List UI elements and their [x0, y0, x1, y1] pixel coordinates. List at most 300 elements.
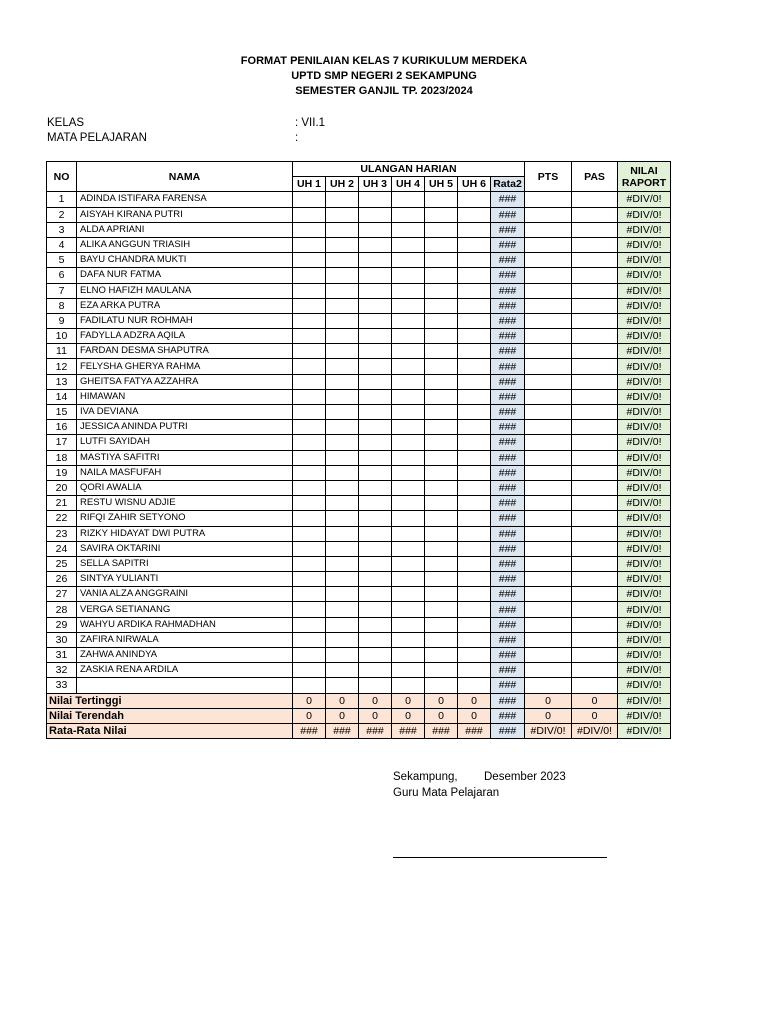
table-row: [47, 572, 671, 587]
uh-score-cell: [425, 480, 458, 495]
uh-score-cell: [458, 465, 491, 480]
nilai-raport-cell: #DIV/0!: [618, 465, 671, 480]
uh-score-cell: [293, 222, 326, 237]
uh-score-cell: [359, 435, 392, 450]
rata2-cell: ###: [491, 253, 525, 268]
rata2-cell: ###: [491, 313, 525, 328]
table-row: [47, 329, 671, 344]
uh-score-cell: [359, 541, 392, 556]
summary-value: ###: [491, 723, 525, 738]
summary-value: ###: [491, 693, 525, 708]
uh-score-cell: [293, 359, 326, 374]
student-no: 20: [47, 480, 77, 495]
uh-score-cell: [392, 283, 425, 298]
pts-cell: [525, 465, 572, 480]
uh-score-cell: [392, 496, 425, 511]
pas-cell: [572, 435, 618, 450]
pas-cell: [572, 359, 618, 374]
uh-score-cell: [425, 572, 458, 587]
summary-value: ###: [326, 723, 359, 738]
pts-cell: [525, 648, 572, 663]
uh-score-cell: [359, 632, 392, 647]
student-no: 2: [47, 207, 77, 222]
rata2-cell: ###: [491, 222, 525, 237]
student-no: 18: [47, 450, 77, 465]
uh-score-cell: [392, 511, 425, 526]
rata2-cell: ###: [491, 663, 525, 678]
uh-score-cell: [359, 313, 392, 328]
nilai-raport-cell: #DIV/0!: [618, 632, 671, 647]
nilai-raport-cell: #DIV/0!: [618, 222, 671, 237]
summary-value: 0: [359, 708, 392, 723]
uh-score-cell: [458, 420, 491, 435]
rata2-cell: ###: [491, 207, 525, 222]
pas-cell: [572, 556, 618, 571]
student-name: ALDA APRIANI: [77, 222, 293, 237]
uh-score-cell: [326, 450, 359, 465]
uh-score-cell: [359, 359, 392, 374]
summary-value: 0: [359, 693, 392, 708]
uh-score-cell: [392, 313, 425, 328]
pts-cell: [525, 587, 572, 602]
uh-score-cell: [326, 648, 359, 663]
uh-score-cell: [326, 253, 359, 268]
pas-cell: [572, 663, 618, 678]
summary-value: #DIV/0!: [618, 708, 671, 723]
student-name: RIFQI ZAHIR SETYONO: [77, 511, 293, 526]
pas-cell: [572, 192, 618, 207]
student-no: 13: [47, 374, 77, 389]
table-row: [47, 678, 671, 693]
uh-score-cell: [293, 663, 326, 678]
uh-score-cell: [425, 435, 458, 450]
signature-role: Guru Mata Pelajaran: [393, 787, 500, 799]
uh-score-cell: [293, 253, 326, 268]
uh-score-cell: [293, 632, 326, 647]
uh-score-cell: [425, 678, 458, 693]
nilai-raport-cell: #DIV/0!: [618, 329, 671, 344]
pas-cell: [572, 511, 618, 526]
rata2-cell: ###: [491, 359, 525, 374]
uh-score-cell: [392, 465, 425, 480]
summary-value: ###: [293, 723, 326, 738]
header-nama: NAMA: [77, 162, 293, 192]
nilai-raport-cell: #DIV/0!: [618, 283, 671, 298]
uh-score-cell: [392, 602, 425, 617]
pts-cell: [525, 541, 572, 556]
uh-score-cell: [458, 648, 491, 663]
uh-score-cell: [293, 207, 326, 222]
pts-cell: [525, 207, 572, 222]
pas-cell: [572, 450, 618, 465]
student-no: 27: [47, 587, 77, 602]
uh-score-cell: [425, 268, 458, 283]
header-uh-6: UH 6: [458, 177, 491, 192]
rata2-cell: ###: [491, 298, 525, 313]
student-name: GHEITSA FATYA AZZAHRA: [77, 374, 293, 389]
pts-cell: [525, 663, 572, 678]
pts-cell: [525, 283, 572, 298]
uh-score-cell: [326, 344, 359, 359]
uh-score-cell: [458, 572, 491, 587]
uh-score-cell: [359, 283, 392, 298]
uh-score-cell: [326, 435, 359, 450]
nilai-raport-cell: #DIV/0!: [618, 617, 671, 632]
rata2-cell: ###: [491, 192, 525, 207]
header-pts: PTS: [525, 162, 572, 192]
rata2-cell: ###: [491, 329, 525, 344]
rata2-cell: ###: [491, 435, 525, 450]
uh-score-cell: [293, 389, 326, 404]
uh-score-cell: [359, 420, 392, 435]
uh-score-cell: [359, 237, 392, 252]
student-name: FELYSHA GHERYA RAHMA: [77, 359, 293, 374]
uh-score-cell: [293, 298, 326, 313]
summary-value: #DIV/0!: [525, 723, 572, 738]
nilai-raport-cell: #DIV/0!: [618, 587, 671, 602]
uh-score-cell: [326, 389, 359, 404]
uh-score-cell: [326, 632, 359, 647]
uh-score-cell: [458, 389, 491, 404]
pts-cell: [525, 253, 572, 268]
summary-value: #DIV/0!: [572, 723, 618, 738]
student-name: QORI AWALIA: [77, 480, 293, 495]
pts-cell: [525, 389, 572, 404]
student-no: 29: [47, 617, 77, 632]
table-row: [47, 602, 671, 617]
summary-value: ###: [392, 723, 425, 738]
student-no: 5: [47, 253, 77, 268]
rata2-cell: ###: [491, 556, 525, 571]
uh-score-cell: [458, 496, 491, 511]
uh-score-cell: [392, 329, 425, 344]
uh-score-cell: [392, 192, 425, 207]
student-name: SAVIRA OKTARINI: [77, 541, 293, 556]
nilai-raport-cell: #DIV/0!: [618, 450, 671, 465]
uh-score-cell: [293, 237, 326, 252]
student-name: ZAHWA ANINDYA: [77, 648, 293, 663]
rata2-cell: ###: [491, 678, 525, 693]
uh-score-cell: [293, 648, 326, 663]
summary-row: [47, 708, 671, 723]
student-no: 28: [47, 602, 77, 617]
uh-score-cell: [458, 435, 491, 450]
uh-score-cell: [392, 648, 425, 663]
summary-value: 0: [392, 708, 425, 723]
student-name: MASTIYA SAFITRI: [77, 450, 293, 465]
uh-score-cell: [425, 283, 458, 298]
uh-score-cell: [458, 253, 491, 268]
student-name: FADYLLA ADZRA AQILA: [77, 329, 293, 344]
pts-cell: [525, 420, 572, 435]
uh-score-cell: [392, 541, 425, 556]
nilai-raport-cell: #DIV/0!: [618, 496, 671, 511]
summary-label: Rata-Rata Nilai: [47, 723, 293, 738]
uh-score-cell: [392, 572, 425, 587]
header-uh-2: UH 2: [326, 177, 359, 192]
header-no: NO: [47, 162, 77, 192]
nilai-raport-cell: #DIV/0!: [618, 253, 671, 268]
uh-score-cell: [359, 207, 392, 222]
table-row: [47, 632, 671, 647]
uh-score-cell: [293, 313, 326, 328]
header-pas: PAS: [572, 162, 618, 192]
nilai-raport-cell: #DIV/0!: [618, 237, 671, 252]
pas-cell: [572, 283, 618, 298]
uh-score-cell: [326, 207, 359, 222]
student-no: 4: [47, 237, 77, 252]
uh-score-cell: [326, 329, 359, 344]
uh-score-cell: [425, 511, 458, 526]
rata2-cell: ###: [491, 283, 525, 298]
uh-score-cell: [458, 344, 491, 359]
uh-score-cell: [425, 617, 458, 632]
signature-place: Sekampung,: [393, 771, 458, 783]
table-row: [47, 663, 671, 678]
pts-cell: [525, 450, 572, 465]
uh-score-cell: [293, 329, 326, 344]
summary-value: 0: [572, 693, 618, 708]
uh-score-cell: [425, 405, 458, 420]
mapel-value: :: [295, 132, 299, 144]
uh-score-cell: [293, 556, 326, 571]
student-no: 24: [47, 541, 77, 556]
table-row: [47, 617, 671, 632]
header-rata2: Rata2: [491, 177, 525, 192]
table-row: [47, 587, 671, 602]
pas-cell: [572, 344, 618, 359]
pts-cell: [525, 511, 572, 526]
uh-score-cell: [359, 389, 392, 404]
pts-cell: [525, 313, 572, 328]
rata2-cell: ###: [491, 237, 525, 252]
summary-value: 0: [458, 693, 491, 708]
pts-cell: [525, 374, 572, 389]
uh-score-cell: [392, 374, 425, 389]
rata2-cell: ###: [491, 617, 525, 632]
uh-score-cell: [425, 465, 458, 480]
uh-score-cell: [392, 359, 425, 374]
uh-score-cell: [293, 602, 326, 617]
uh-score-cell: [359, 253, 392, 268]
uh-score-cell: [293, 268, 326, 283]
table-row: [47, 298, 671, 313]
summary-value: 0: [293, 693, 326, 708]
uh-score-cell: [458, 329, 491, 344]
table-row: [47, 648, 671, 663]
pts-cell: [525, 359, 572, 374]
uh-score-cell: [425, 389, 458, 404]
header-nilai: NILAI: [630, 164, 658, 177]
signature-line: [393, 857, 607, 858]
uh-score-cell: [326, 556, 359, 571]
nilai-raport-cell: #DIV/0!: [618, 678, 671, 693]
uh-score-cell: [293, 496, 326, 511]
student-no: 25: [47, 556, 77, 571]
uh-score-cell: [359, 556, 392, 571]
rata2-cell: ###: [491, 511, 525, 526]
student-name: VERGA SETIANANG: [77, 602, 293, 617]
table-row: [47, 374, 671, 389]
student-no: 21: [47, 496, 77, 511]
pas-cell: [572, 541, 618, 556]
pts-cell: [525, 329, 572, 344]
uh-score-cell: [458, 313, 491, 328]
uh-score-cell: [293, 465, 326, 480]
uh-score-cell: [392, 420, 425, 435]
uh-score-cell: [392, 663, 425, 678]
pts-cell: [525, 344, 572, 359]
header-uh-4: UH 4: [392, 177, 425, 192]
doc-title-line2: UPTD SMP NEGERI 2 SEKAMPUNG: [291, 70, 477, 82]
student-name: ADINDA ISTIFARA FARENSA: [77, 192, 293, 207]
uh-score-cell: [359, 511, 392, 526]
student-name: ELNO HAFIZH MAULANA: [77, 283, 293, 298]
uh-score-cell: [293, 541, 326, 556]
rata2-cell: ###: [491, 632, 525, 647]
uh-score-cell: [458, 192, 491, 207]
nilai-raport-cell: #DIV/0!: [618, 344, 671, 359]
uh-score-cell: [359, 465, 392, 480]
summary-value: ###: [425, 723, 458, 738]
uh-score-cell: [425, 663, 458, 678]
pts-cell: [525, 435, 572, 450]
uh-score-cell: [392, 450, 425, 465]
uh-score-cell: [425, 602, 458, 617]
summary-value: 0: [425, 708, 458, 723]
table-row: [47, 496, 671, 511]
uh-score-cell: [293, 678, 326, 693]
uh-score-cell: [293, 420, 326, 435]
student-no: 10: [47, 329, 77, 344]
student-name: LUTFI SAYIDAH: [77, 435, 293, 450]
uh-score-cell: [425, 541, 458, 556]
pts-cell: [525, 556, 572, 571]
pas-cell: [572, 222, 618, 237]
rata2-cell: ###: [491, 268, 525, 283]
table-row: [47, 450, 671, 465]
uh-score-cell: [326, 268, 359, 283]
uh-score-cell: [359, 374, 392, 389]
uh-score-cell: [458, 450, 491, 465]
uh-score-cell: [458, 207, 491, 222]
rata2-cell: ###: [491, 541, 525, 556]
uh-score-cell: [458, 541, 491, 556]
uh-score-cell: [326, 192, 359, 207]
uh-score-cell: [293, 405, 326, 420]
nilai-raport-cell: #DIV/0!: [618, 207, 671, 222]
pts-cell: [525, 526, 572, 541]
uh-score-cell: [293, 283, 326, 298]
uh-score-cell: [458, 663, 491, 678]
pts-cell: [525, 632, 572, 647]
uh-score-cell: [326, 313, 359, 328]
summary-value: #DIV/0!: [618, 723, 671, 738]
student-no: 33: [47, 678, 77, 693]
uh-score-cell: [392, 344, 425, 359]
uh-score-cell: [326, 526, 359, 541]
uh-score-cell: [425, 329, 458, 344]
uh-score-cell: [326, 374, 359, 389]
summary-value: #DIV/0!: [618, 693, 671, 708]
student-name: NAILA MASFUFAH: [77, 465, 293, 480]
header-uh-5: UH 5: [425, 177, 458, 192]
uh-score-cell: [326, 511, 359, 526]
uh-score-cell: [326, 678, 359, 693]
uh-score-cell: [425, 587, 458, 602]
student-no: 23: [47, 526, 77, 541]
uh-score-cell: [425, 359, 458, 374]
uh-score-cell: [359, 298, 392, 313]
kelas-label: KELAS: [47, 117, 85, 129]
pts-cell: [525, 192, 572, 207]
pas-cell: [572, 602, 618, 617]
table-row: [47, 465, 671, 480]
summary-value: 0: [458, 708, 491, 723]
summary-value: ###: [491, 708, 525, 723]
table-row: [47, 283, 671, 298]
header-raport: RAPORT: [621, 176, 667, 189]
uh-score-cell: [293, 374, 326, 389]
table-row: [47, 526, 671, 541]
nilai-raport-cell: #DIV/0!: [618, 663, 671, 678]
kelas-value: : VII.1: [295, 117, 326, 129]
student-no: 11: [47, 344, 77, 359]
signature-date: Desember 2023: [484, 771, 566, 783]
pts-cell: [525, 678, 572, 693]
uh-score-cell: [392, 389, 425, 404]
rata2-cell: ###: [491, 496, 525, 511]
header-nilai-raport: [618, 162, 671, 192]
uh-score-cell: [392, 268, 425, 283]
student-no: 9: [47, 313, 77, 328]
uh-score-cell: [326, 617, 359, 632]
pts-cell: [525, 268, 572, 283]
uh-score-cell: [392, 480, 425, 495]
rata2-cell: ###: [491, 344, 525, 359]
uh-score-cell: [359, 663, 392, 678]
uh-score-cell: [359, 587, 392, 602]
pts-cell: [525, 496, 572, 511]
table-row: [47, 405, 671, 420]
uh-score-cell: [392, 253, 425, 268]
uh-score-cell: [458, 678, 491, 693]
student-name: VANIA ALZA ANGGRAINI: [77, 587, 293, 602]
uh-score-cell: [458, 222, 491, 237]
mapel-label: MATA PELAJARAN: [47, 132, 147, 144]
pas-cell: [572, 237, 618, 252]
pas-cell: [572, 678, 618, 693]
summary-value: ###: [458, 723, 491, 738]
nilai-raport-cell: #DIV/0!: [618, 556, 671, 571]
uh-score-cell: [425, 374, 458, 389]
table-row: [47, 435, 671, 450]
doc-title-line1: FORMAT PENILAIAN KELAS 7 KURIKULUM MERDEKA: [240, 55, 528, 67]
uh-score-cell: [425, 222, 458, 237]
rata2-cell: ###: [491, 374, 525, 389]
student-name: HIMAWAN: [77, 389, 293, 404]
pas-cell: [572, 329, 618, 344]
uh-score-cell: [458, 374, 491, 389]
uh-score-cell: [326, 480, 359, 495]
uh-score-cell: [425, 344, 458, 359]
pas-cell: [572, 572, 618, 587]
uh-score-cell: [392, 678, 425, 693]
pas-cell: [572, 268, 618, 283]
uh-score-cell: [326, 602, 359, 617]
uh-score-cell: [425, 526, 458, 541]
uh-score-cell: [359, 222, 392, 237]
